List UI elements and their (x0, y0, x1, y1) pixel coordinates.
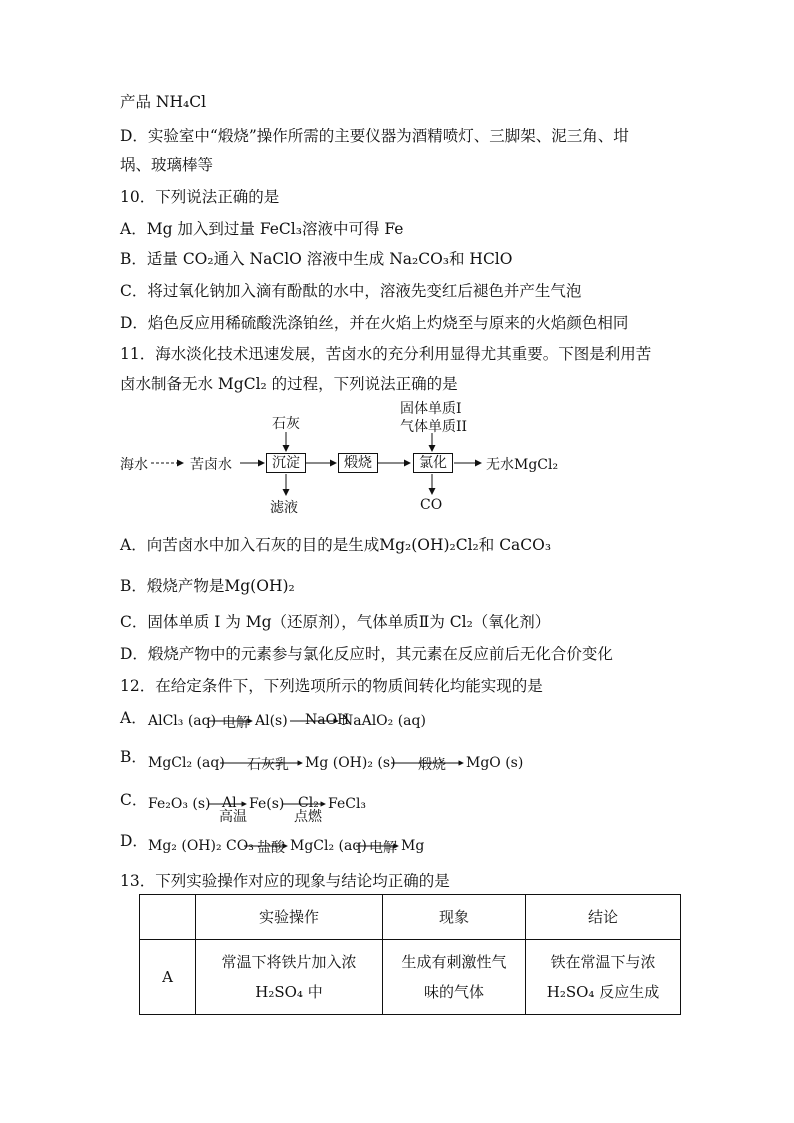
q12-d-substance2: MgCl₂ (aq) (290, 838, 367, 854)
table-header-operation: 实验操作 (196, 895, 383, 940)
q12-d-condition1: 盐酸 (257, 840, 285, 856)
q11-option-d: D．煅烧产物中的元素参与氯化反应时，其元素在反应前后无化合价变化 (120, 645, 613, 663)
q12-option-b-letter: B． (120, 748, 147, 766)
q12-c-condition2b: 点燃 (294, 809, 322, 825)
row-a-label: A (140, 940, 196, 1015)
q12-option-a-letter: A． (120, 709, 147, 727)
q12-c-substance2: Fe(s) (249, 796, 285, 812)
table-header-blank (140, 895, 196, 940)
flow-solid-label: 固体单质I (400, 401, 462, 417)
row-a-operation-line2: H₂SO₄ 中 (255, 983, 323, 1001)
row-a-phenomenon-line1: 生成有刺激性气 (401, 953, 507, 971)
q11-option-b: B．煅烧产物是Mg(OH)₂ (120, 577, 295, 595)
q12-b-substance2: Mg (OH)₂ (s) (305, 755, 396, 771)
q11-stem-line1: 11．海水淡化技术迅速发展，苦卤水的充分利用显得尤其重要。下图是利用苦 (120, 345, 652, 363)
q10-option-a: A．Mg 加入到过量 FeCl₃溶液中可得 Fe (120, 220, 404, 238)
table-header-row (140, 895, 681, 940)
table-row (140, 940, 681, 1015)
flow-product: 无水MgCl₂ (486, 457, 559, 473)
row-a-operation (196, 940, 383, 1015)
q12-option-c-letter: C． (120, 791, 148, 809)
q13-stem: 13．下列实验操作对应的现象与结论均正确的是 (120, 872, 450, 890)
q12-d-substance1: Mg₂ (OH)₂ CO₃ (148, 838, 254, 854)
flow-arrows (0, 0, 794, 530)
q13-table (139, 894, 681, 1015)
table-header-conclusion: 结论 (526, 895, 681, 940)
flow-lime: 石灰 (272, 416, 300, 432)
q12-d-substance3: Mg (401, 838, 425, 854)
table-header-phenomenon: 现象 (383, 895, 526, 940)
q12-a-substance1: AlCl₃ (aq) (148, 713, 217, 729)
q12-c-condition2: Cl₂ (298, 795, 319, 811)
q12-d-condition2: 电解 (369, 840, 397, 856)
q11-option-c: C．固体单质 I 为 Mg（还原剂），气体单质Ⅱ为 Cl₂（氧化剂） (120, 613, 551, 631)
flow-calcine-box: 煅烧 (338, 453, 378, 473)
row-a-operation-line1: 常温下将铁片加入浓 (221, 953, 357, 971)
q12-a-condition1: 电解 (222, 715, 250, 731)
row-a-conclusion-line2: H₂SO₄ 反应生成 (546, 983, 660, 1001)
q11-option-a: A．向苦卤水中加入石灰的目的是生成Mg₂(OH)₂Cl₂和 CaCO₃ (120, 536, 552, 554)
q10-stem: 10．下列说法正确的是 (120, 188, 280, 206)
flow-brine: 苦卤水 (190, 457, 232, 473)
q12-option-d-letter: D． (120, 832, 148, 850)
q10-option-b: B．适量 CO₂通入 NaClO 溶液中生成 Na₂CO₃和 HClO (120, 250, 513, 268)
q12-a-substance2: Al(s) (255, 713, 288, 729)
row-a-phenomenon-line2: 味的气体 (423, 983, 484, 1001)
row-a-phenomenon (383, 940, 526, 1015)
q12-c-substance1: Fe₂O₃ (s) (148, 796, 211, 812)
q12-b-substance3: MgO (s) (466, 755, 524, 771)
q10-option-c: C．将过氧化钠加入滴有酚酞的水中，溶液先变红后褪色并产生气泡 (120, 282, 582, 300)
q9-option-d-line1: D．实验室中“煅烧”操作所需的主要仪器为酒精喷灯、三脚架、泥三角、坩 (120, 127, 629, 145)
q10-option-d: D．焰色反应用稀硫酸洗涤铂丝，并在火焰上灼烧至与原来的火焰颜色相同 (120, 314, 629, 332)
flow-co: CO (420, 497, 443, 513)
flow-precipitate-box: 沉淀 (266, 453, 306, 473)
q9-option-d-line2: 埚、玻璃棒等 (120, 156, 214, 174)
q12-a-condition2: NaOH (305, 712, 350, 728)
q12-stem: 12．在给定条件下，下列选项所示的物质间转化均能实现的是 (120, 677, 543, 695)
q12-c-substance3: FeCl₃ (328, 796, 367, 812)
q12-b-condition2: 煅烧 (418, 757, 446, 773)
q11-stem-line2: 卤水制备无水 MgCl₂ 的过程，下列说法正确的是 (120, 375, 458, 393)
q12-c-condition1: Al (222, 795, 237, 811)
q12-b-condition1: 石灰乳 (247, 757, 289, 773)
row-a-conclusion (526, 940, 681, 1015)
q12-b-substance1: MgCl₂ (aq) (148, 755, 225, 771)
q12-a-substance3: NaAlO₂ (aq) (341, 713, 426, 729)
row-a-conclusion-line1: 铁在常温下与浓 (550, 953, 656, 971)
flow-gas-label: 气体单质II (400, 419, 468, 435)
flow-filtrate: 滤液 (270, 500, 298, 516)
flow-seawater: 海水 (120, 457, 148, 473)
q12-c-condition1b: 高温 (219, 809, 247, 825)
flow-chlorinate-box: 氯化 (413, 453, 453, 473)
carry-over-text: 产品 NH₄Cl (120, 93, 207, 111)
